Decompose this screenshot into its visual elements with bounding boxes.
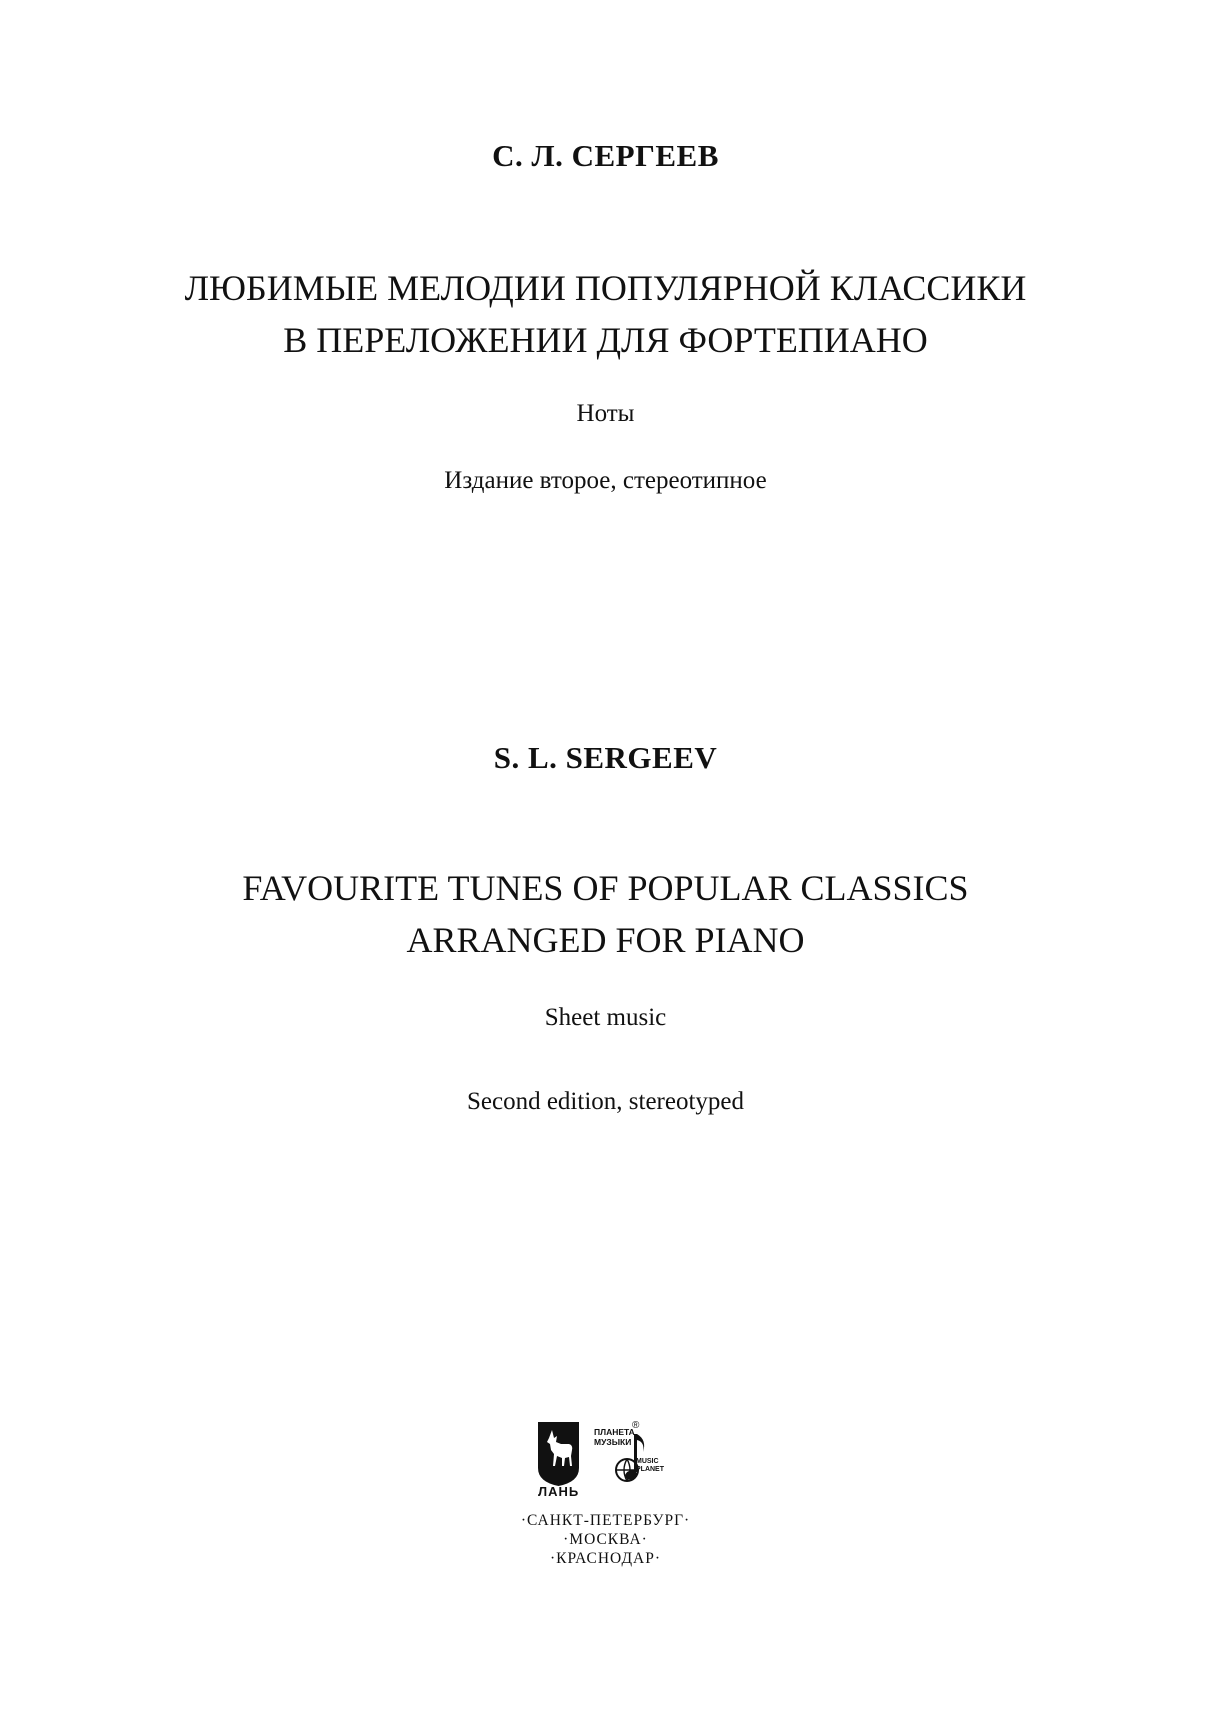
city-moscow: ·МОСКВА· [563,1531,648,1548]
brand-planet-label [594,1427,635,1447]
title-ru-line2: В ПЕРЕЛОЖЕНИИ ДЛЯ ФОРТЕПИАНО [283,320,928,360]
brand-planet-en-line1: MUSIC [636,1458,659,1465]
brand-planet-en-line2: PLANET [636,1466,664,1473]
brand-lan-label: ЛАНЬ [538,1484,580,1499]
edition-en: Second edition, stereotyped [466,1088,744,1115]
author-ru: С. Л. СЕРГЕЕВ [492,138,719,173]
city-krasnodar: ·КРАСНОДАР· [549,1550,662,1567]
brand-planet-line2: МУЗЫКИ [594,1437,632,1447]
author-en: S. L. SERGEEV [493,740,718,775]
city-spb: ·САНКТ-ПЕТЕРБУРГ· [520,1512,691,1529]
genre-en: Sheet music [544,1004,667,1031]
edition-ru: Издание второе, стереотипное [444,467,767,494]
title-en-line1: FAVOURITE TUNES OF POPULAR CLASSICS [242,868,969,908]
registered-mark: ® [632,1420,640,1431]
brand-planet-line1: ПЛАНЕТА [594,1427,635,1437]
publisher-cities [0,1511,1211,1568]
title-ru-line1: ЛЮБИМЫЕ МЕЛОДИИ ПОПУЛЯРНОЙ КЛАССИКИ [184,268,1027,308]
brand-planet-en-label [636,1458,664,1474]
title-en-line2: ARRANGED FOR PIANO [406,920,805,960]
genre-ru: Ноты [576,400,635,427]
